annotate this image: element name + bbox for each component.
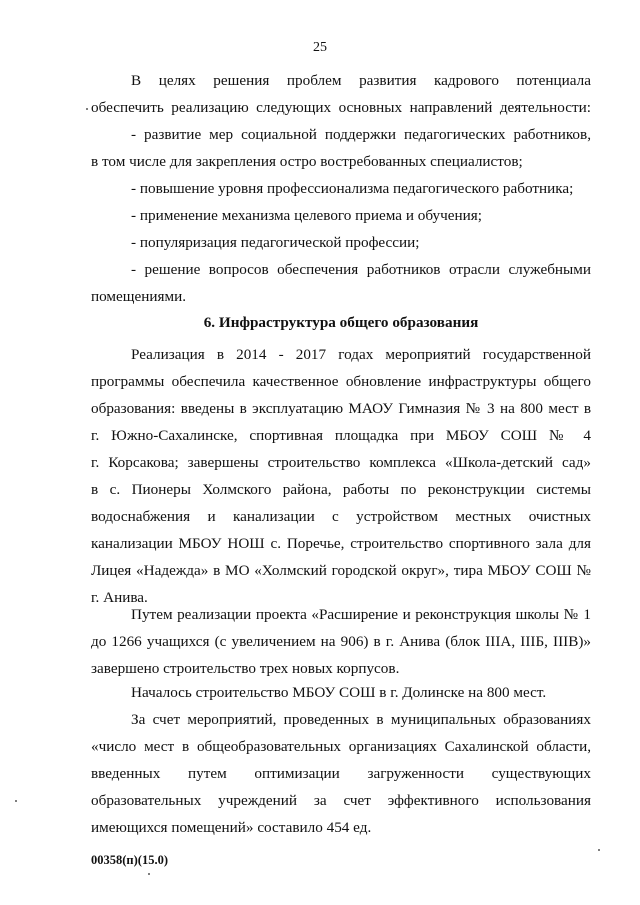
section-heading: 6. Инфраструктура общего образования	[203, 314, 479, 331]
text-line: образования: введены в эксплуатацию МАОУ Гимназия № 3 на 800 мест в	[91, 400, 591, 417]
section-paragraph	[91, 679, 591, 706]
text-line: канализации МБОУ НОШ с. Поречье, строительство спортивного зала для	[91, 535, 591, 552]
text-line: г. Анива.	[91, 589, 148, 606]
text-line: Путем реализации проекта «Расширение и реконструкция школы № 1	[131, 606, 591, 623]
text-line: За счет мероприятий, проведенных в муниципальных образованиях	[131, 711, 591, 728]
text-line: образовательных учреждений за счет эффективного использования	[91, 792, 591, 809]
section-paragraph	[91, 601, 591, 682]
scan-speck	[15, 800, 17, 802]
measures-list	[91, 121, 591, 310]
section-paragraph	[91, 706, 591, 841]
scan-speck	[148, 873, 150, 875]
text-line: до 1266 учащихся (с увеличением на 906) в г. Анива (блок IIIА, IIIБ, IIIВ)»	[91, 633, 591, 650]
text-line: водоснабжения и канализации с устройством местных очистных	[91, 508, 591, 525]
section-paragraph	[91, 341, 591, 611]
document-code: 00358(п)(15.0)	[91, 853, 168, 867]
intro-paragraph	[91, 67, 591, 121]
list-item	[91, 202, 591, 229]
text-line: завершено строительство трех новых корпусов.	[91, 660, 400, 677]
text-line: - популяризация педагогической профессии;	[131, 234, 420, 251]
text-line: - развитие мер социальной поддержки педагогических работников,	[131, 126, 591, 143]
text-line: в том числе для закрепления остро востребованных специалистов;	[91, 153, 523, 170]
text-line: Реализация в 2014 - 2017 годах мероприятий государственной	[131, 346, 591, 363]
text-line: - применение механизма целевого приема и обучения;	[131, 207, 482, 224]
scan-speck	[598, 849, 600, 851]
text-line: г. Корсакова; завершены строительство комплекса «Школа-детский сад»	[91, 454, 591, 471]
text-line: в с. Пионеры Холмского района, работы по реконструкции системы	[91, 481, 591, 498]
text-line: введенных путем оптимизации загруженности существующих	[91, 765, 591, 782]
list-item	[91, 121, 591, 175]
text-line: обеспечить реализацию следующих основных направлений деятельности:	[91, 99, 591, 116]
list-item	[91, 256, 591, 310]
text-line: программы обеспечила качественное обновление инфраструктуры общего	[91, 373, 591, 390]
scan-speck	[86, 108, 88, 110]
list-item	[91, 229, 591, 256]
list-item	[91, 175, 591, 202]
text-line: - повышение уровня профессионализма педагогического работника;	[131, 180, 574, 197]
text-line: - решение вопросов обеспечения работников отрасли служебными	[131, 261, 591, 278]
text-line: Лицея «Надежда» в МО «Холмский городской округ», тира МБОУ СОШ №	[91, 562, 591, 579]
text-line: имеющихся помещений» составило 454 ед.	[91, 819, 372, 836]
text-line: «число мест в общеобразовательных организациях Сахалинской области,	[91, 738, 591, 755]
text-line: В целях решения проблем развития кадрового потенциала	[131, 72, 591, 89]
text-line: помещениями.	[91, 288, 186, 305]
text-line: Началось строительство МБОУ СОШ в г. Долинске на 800 мест.	[131, 684, 547, 701]
page-number: 25	[313, 40, 327, 55]
text-line: г. Южно-Сахалинске, спортивная площадка при МБОУ СОШ № 4	[91, 427, 591, 444]
